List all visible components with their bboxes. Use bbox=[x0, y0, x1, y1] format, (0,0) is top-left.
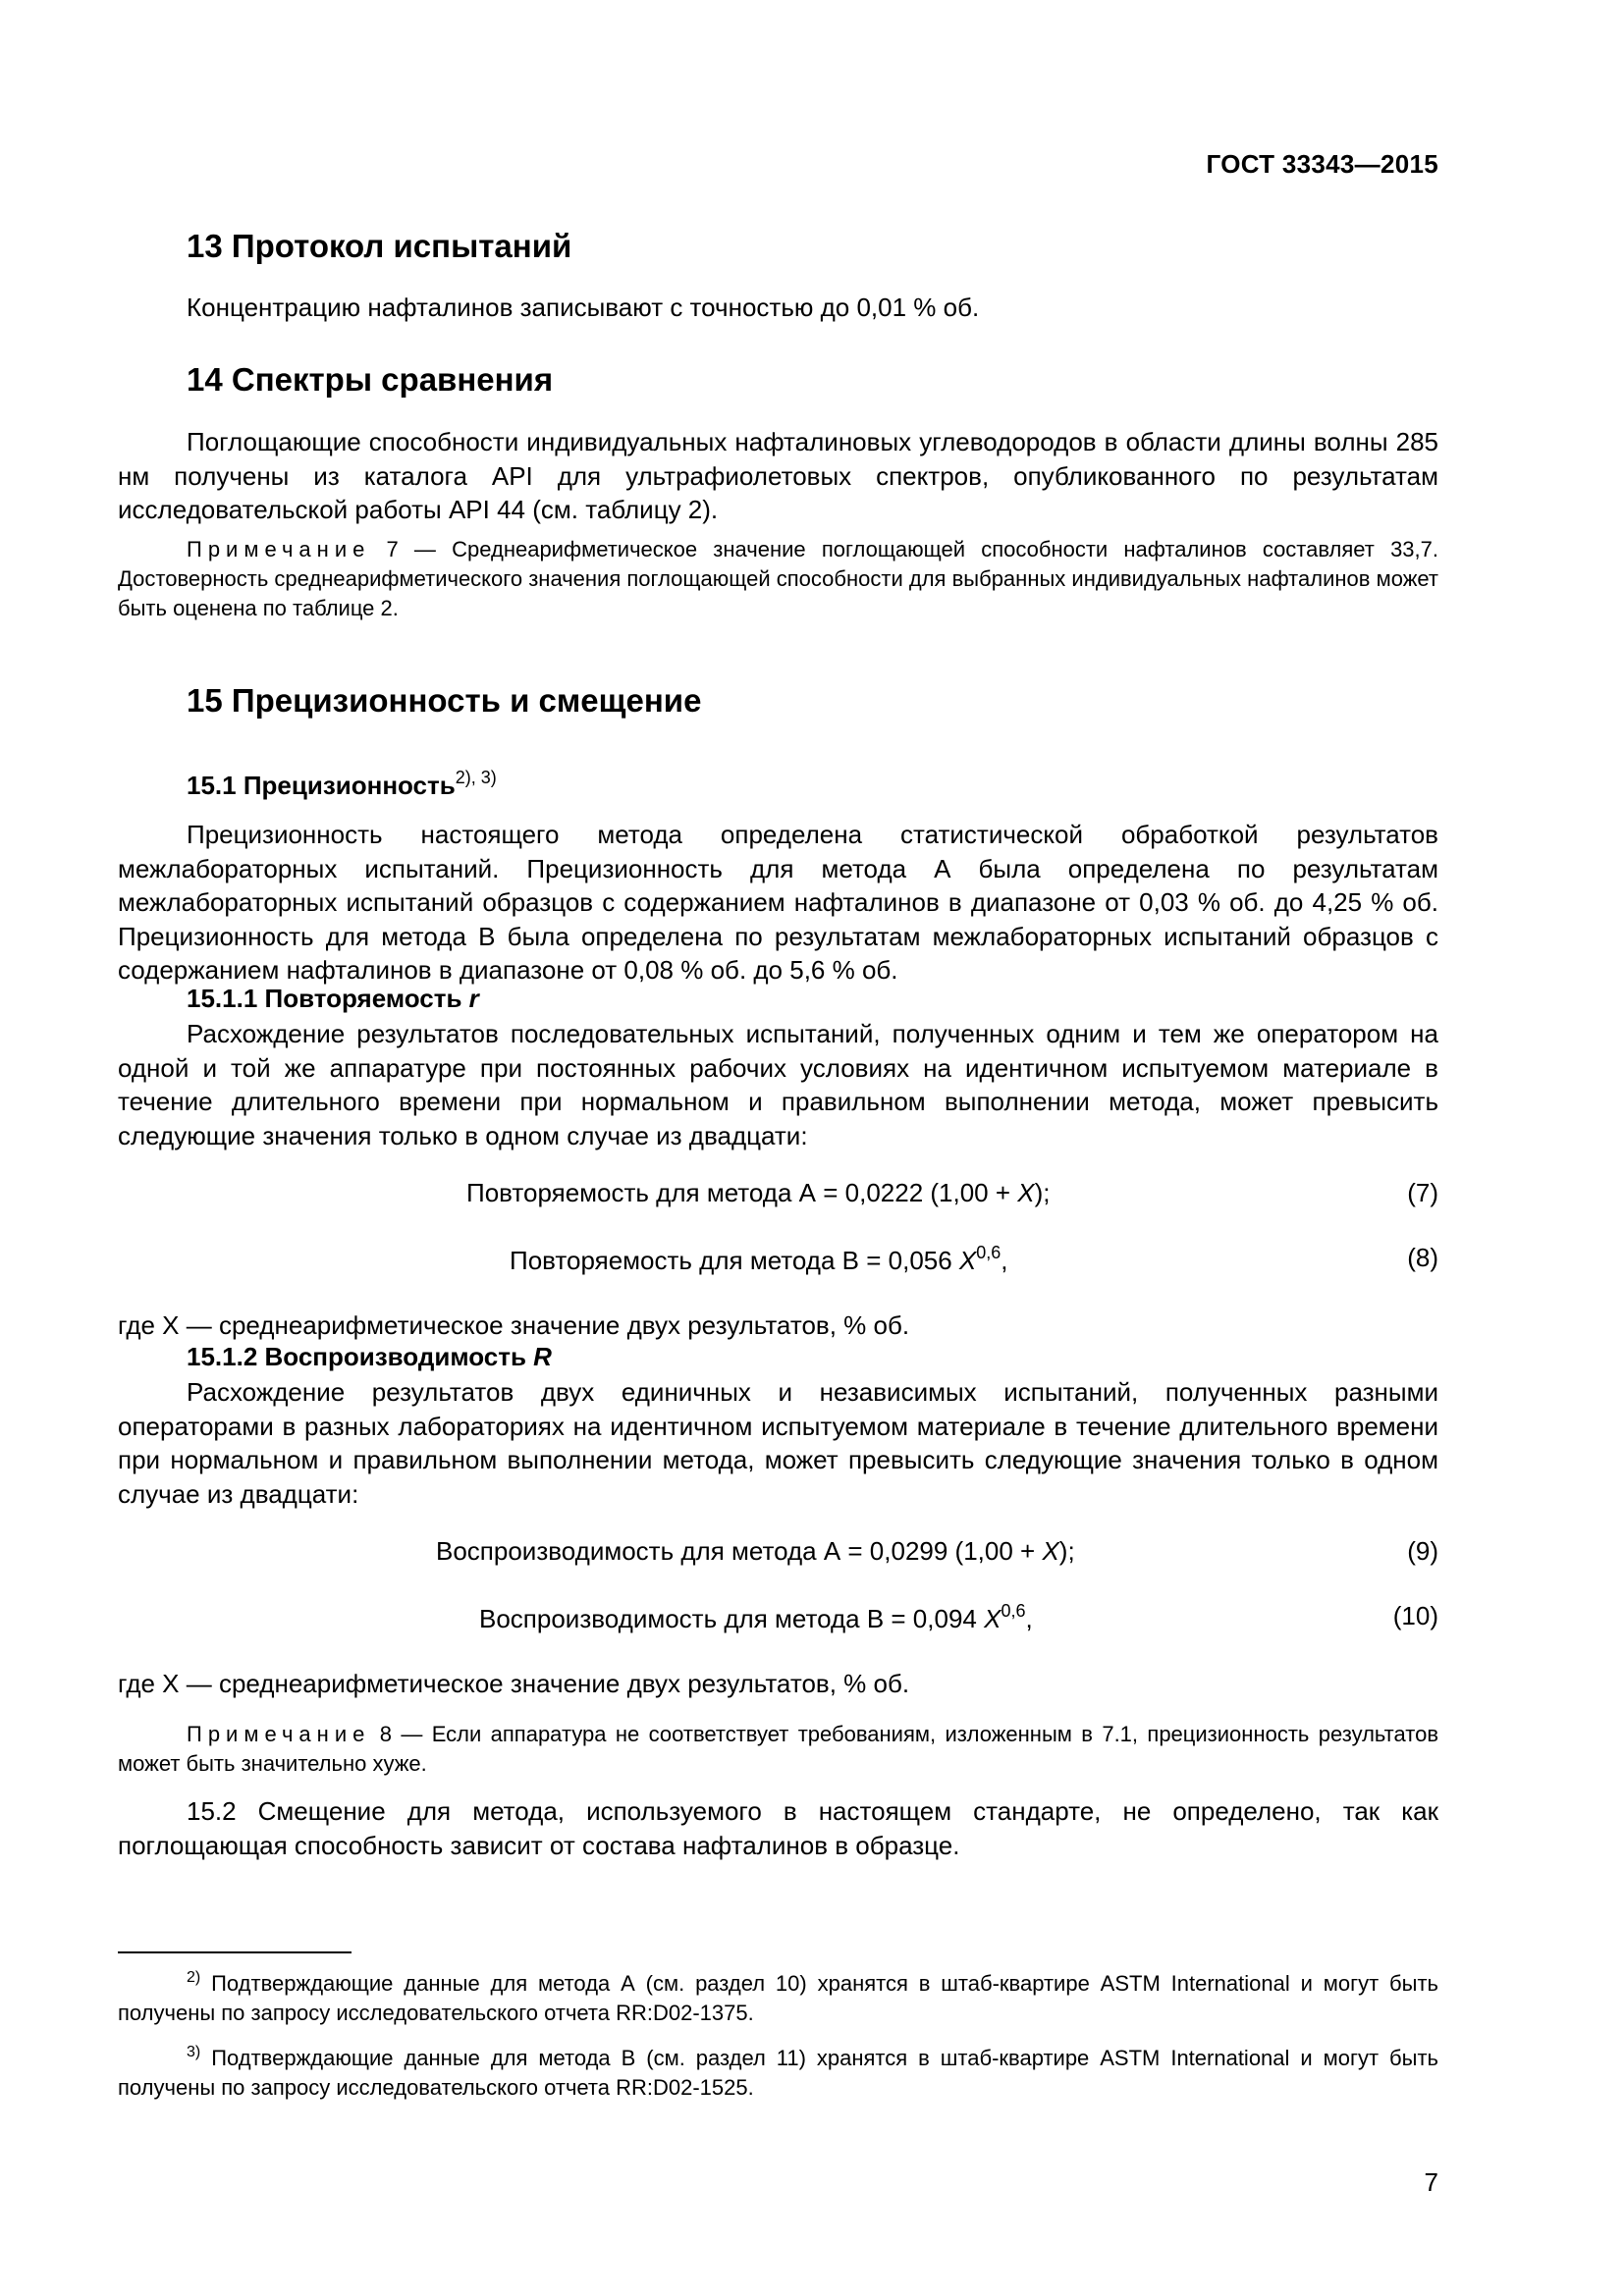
footnote-3-mark: 3) bbox=[187, 2044, 201, 2060]
footnote-2 bbox=[118, 1963, 1438, 2028]
where-clause-2: где X — среднеарифметическое значение двух результатов, % об. bbox=[118, 1669, 910, 1698]
formula-8-exponent: 0,6 bbox=[976, 1243, 1001, 1262]
formula-7-var: X bbox=[1017, 1178, 1035, 1207]
note-7-text: 7 — Среднеарифметическое значение поглощающей способности нафталинов составляет 33,7. Достоверность среднеарифметического значения поглощающей способности для выбранных индивидуальных нафталинов может быть оценена по таблице 2. bbox=[118, 537, 1438, 620]
formula-10-tail: , bbox=[1025, 1604, 1033, 1633]
section-15-title: 15 Прецизионность и смещение bbox=[187, 682, 702, 719]
document-page bbox=[118, 0, 1438, 2296]
note-8-label: Примечание bbox=[187, 1722, 371, 1746]
formula-7-expression bbox=[466, 1178, 1051, 1208]
formula-10 bbox=[118, 1601, 1438, 1636]
footnote-2-text: Подтверждающие данные для метода А (см. раздел 10) хранятся в штаб-квартире ASTM International и могут быть получены по запросу исследовательского отчета RR:D02-1375. bbox=[118, 1971, 1438, 2025]
section-15-1-title-text: 15.1 Прецизионность bbox=[187, 771, 456, 800]
formula-9-tail: ); bbox=[1058, 1536, 1075, 1566]
section-15-1-1-text: Расхождение результатов последовательных испытаний, полученных одним и тем же оператором на одной и той же аппаратуре при постоянных рабочих условиях на идентичном испытуемом материале в течение длительного времени при нормальном и правильном выполнении метода, может превысить следующие значения только в одном случае из двадцати: bbox=[118, 1019, 1438, 1150]
section-13-title: 13 Протокол испытаний bbox=[187, 228, 572, 264]
where-clause-1: где X — среднеарифметическое значение двух результатов, % об. bbox=[118, 1310, 910, 1340]
formula-8-tail: , bbox=[1001, 1246, 1008, 1275]
formula-10-var: X bbox=[984, 1604, 1001, 1633]
section-15-1-2-title bbox=[118, 1342, 552, 1372]
footnote-2-mark: 2) bbox=[187, 1969, 201, 1986]
symbol-r: r bbox=[468, 984, 479, 1013]
formula-9-number: (9) bbox=[1407, 1536, 1438, 1566]
note-8 bbox=[118, 1720, 1438, 1779]
formula-10-expression bbox=[479, 1601, 1033, 1634]
note-7 bbox=[118, 535, 1438, 623]
footnote-separator bbox=[118, 1951, 352, 1953]
symbol-R: R bbox=[533, 1342, 552, 1371]
formula-8 bbox=[118, 1243, 1438, 1278]
footnote-3-text: Подтверждающие данные для метода В (см. раздел 11) хранятся в штаб-квартире ASTM International и могут быть получены по запросу исследовательского отчета RR:D02-1525. bbox=[118, 2046, 1438, 2100]
formula-8-text: Повторяемость для метода В = 0,056 bbox=[510, 1246, 959, 1275]
section-15-1-2-text: Расхождение результатов двух единичных и независимых испытаний, полученных разными операторами в разных лабораториях на идентичном испытуемом материале в течение длительного времени при нормальном и правильном выполнении метода, может превысить следующие значения только в одном случае из двадцати: bbox=[118, 1377, 1438, 1509]
formula-7-number: (7) bbox=[1407, 1178, 1438, 1207]
section-15-1-2-title-text: 15.1.2 Воспроизводимость bbox=[187, 1342, 534, 1371]
footnote-3 bbox=[118, 2038, 1438, 2103]
formula-9-expression bbox=[436, 1536, 1075, 1567]
formula-7-text: Повторяемость для метода А = 0,0222 (1,00 + bbox=[466, 1178, 1018, 1207]
formula-9 bbox=[118, 1536, 1438, 1572]
formula-10-text: Воспроизводимость для метода В = 0,094 bbox=[479, 1604, 985, 1633]
section-15-1-title bbox=[118, 768, 497, 801]
section-14-title: 14 Спектры сравнения bbox=[187, 361, 554, 398]
section-15-1-1-title bbox=[118, 984, 479, 1014]
section-15-1-text: Прецизионность настоящего метода определена статистической обработкой результатов межлабораторных испытаний. Прецизионность для метода А была определена по результатам межлабораторных испытаний образцов с содержанием нафталинов в диапазоне от 0,03 % об. до 4,25 % об. Прецизионность для метода В была определена по результатам межлабораторных испытаний образцов с содержанием нафталинов в диапазоне от 0,08 % об. до 5,6 % об. bbox=[118, 820, 1438, 985]
standard-header: ГОСТ 33343—2015 bbox=[1206, 149, 1438, 179]
formula-8-expression bbox=[510, 1243, 1008, 1276]
section-13-text: Концентрацию нафталинов записывают с точностью до 0,01 % об. bbox=[187, 293, 980, 322]
formula-10-exponent: 0,6 bbox=[1001, 1601, 1026, 1621]
formula-7 bbox=[118, 1178, 1438, 1213]
formula-9-var: X bbox=[1042, 1536, 1059, 1566]
note-8-text: 8 — Если аппаратура не соответствует требованиям, изложенным в 7.1, прецизионность результатов может быть значительно хуже. bbox=[118, 1722, 1438, 1776]
page-number: 7 bbox=[1424, 2167, 1438, 2197]
footnote-refs: 2), 3) bbox=[455, 768, 497, 787]
section-14-text: Поглощающие способности индивидуальных нафталиновых углеводородов в области длины волны 285 нм получены из каталога API для ультрафиолетовых спектров, опубликованного по результатам исследовательской работы API 44 (см. таблицу 2). bbox=[118, 427, 1438, 524]
formula-8-var: X bbox=[958, 1246, 977, 1275]
section-15-1-1-title-text: 15.1.1 Повторяемость bbox=[187, 984, 469, 1013]
section-15-2-text: 15.2 Смещение для метода, используемого в настоящем стандарте, не определено, так как поглощающая способность зависит от состава нафталинов в образце. bbox=[118, 1796, 1438, 1860]
note-7-label: Примечание bbox=[187, 537, 371, 561]
formula-7-tail: ); bbox=[1034, 1178, 1051, 1207]
formula-8-number: (8) bbox=[1407, 1243, 1438, 1272]
formula-10-number: (10) bbox=[1392, 1601, 1438, 1630]
formula-9-text: Воспроизводимость для метода А = 0,0299 (1,00 + bbox=[436, 1536, 1043, 1566]
